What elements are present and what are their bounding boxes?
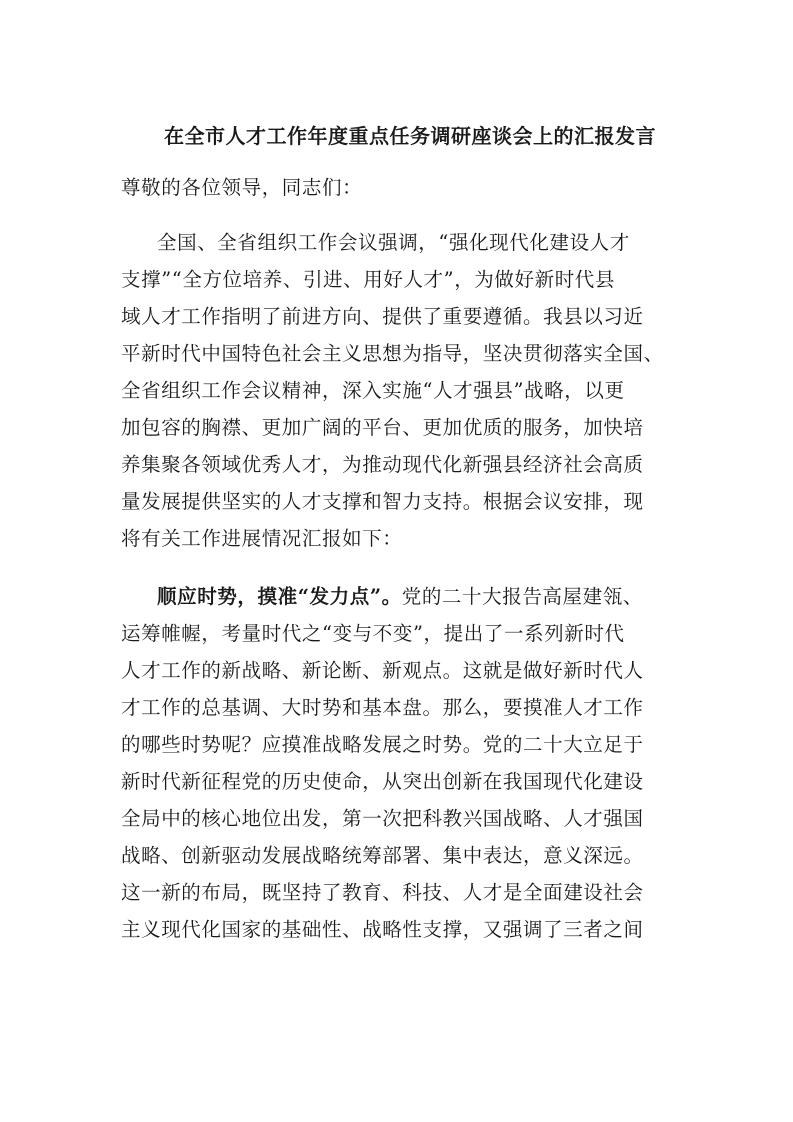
- section-heading: 顺应时势，摸准“发力点”。: [157, 585, 402, 608]
- paragraph-line: 人才工作的新战略、新论断、新观点。这就是做好新时代人: [121, 659, 644, 682]
- paragraph-line: 战略、创新驱动发展战略统筹部署、集中表达，意义深远。: [121, 844, 644, 867]
- paragraph-line: 运筹帷幄，考量时代之“变与不变”，提出了一系列新时代: [121, 622, 625, 645]
- paragraph-line-with-heading: [157, 585, 643, 609]
- greeting: 尊敬的各位领导，同志们：: [121, 176, 363, 199]
- paragraph-line: 主义现代化国家的基础性、战略性支撑，又强调了三者之间: [121, 918, 644, 941]
- paragraph-line: 的哪些时势呢？应摸准战略发展之时势。党的二十大立足于: [121, 733, 644, 756]
- paragraph-line: 这一新的布局，既坚持了教育、科技、人才是全面建设社会: [121, 881, 644, 904]
- paragraph-line: 才工作的总基调、大时势和基本盘。那么，要摸准人才工作: [121, 696, 644, 719]
- paragraph-line: 全省组织工作会议精神，深入实施“人才强县”战略，以更: [121, 379, 625, 402]
- paragraph-line: 平新时代中国特色社会主义思想为指导，坚决贯彻落实全国、: [121, 342, 664, 365]
- paragraph-line: 量发展提供坚实的人才支撑和智力支持。根据会议安排，现: [121, 490, 644, 513]
- document-title: 在全市人才工作年度重点任务调研座谈会上的汇报发言: [164, 124, 656, 148]
- paragraph-line: 养集聚各领域优秀人才，为推动现代化新强县经济社会高质: [121, 453, 644, 476]
- paragraph-line: 加包容的胸襟、更加广阔的平台、更加优质的服务，加快培: [121, 416, 644, 439]
- paragraph-line: 支撑”“全方位培养、引进、用好人才”，为做好新时代县: [121, 268, 616, 291]
- paragraph-line: 全局中的核心地位出发，第一次把科教兴国战略、人才强国: [121, 807, 644, 830]
- paragraph-line: 新时代新征程党的历史使命，从突出创新在我国现代化建设: [121, 770, 644, 793]
- paragraph-line: 全国、全省组织工作会议强调，“强化现代化建设人才: [157, 231, 630, 254]
- paragraph-line: 将有关工作进展情况汇报如下：: [121, 527, 403, 550]
- paragraph-line-text: 党的二十大报告高屋建瓴、: [401, 585, 643, 608]
- paragraph-line: 域人才工作指明了前进方向、提供了重要遵循。我县以习近: [121, 305, 644, 328]
